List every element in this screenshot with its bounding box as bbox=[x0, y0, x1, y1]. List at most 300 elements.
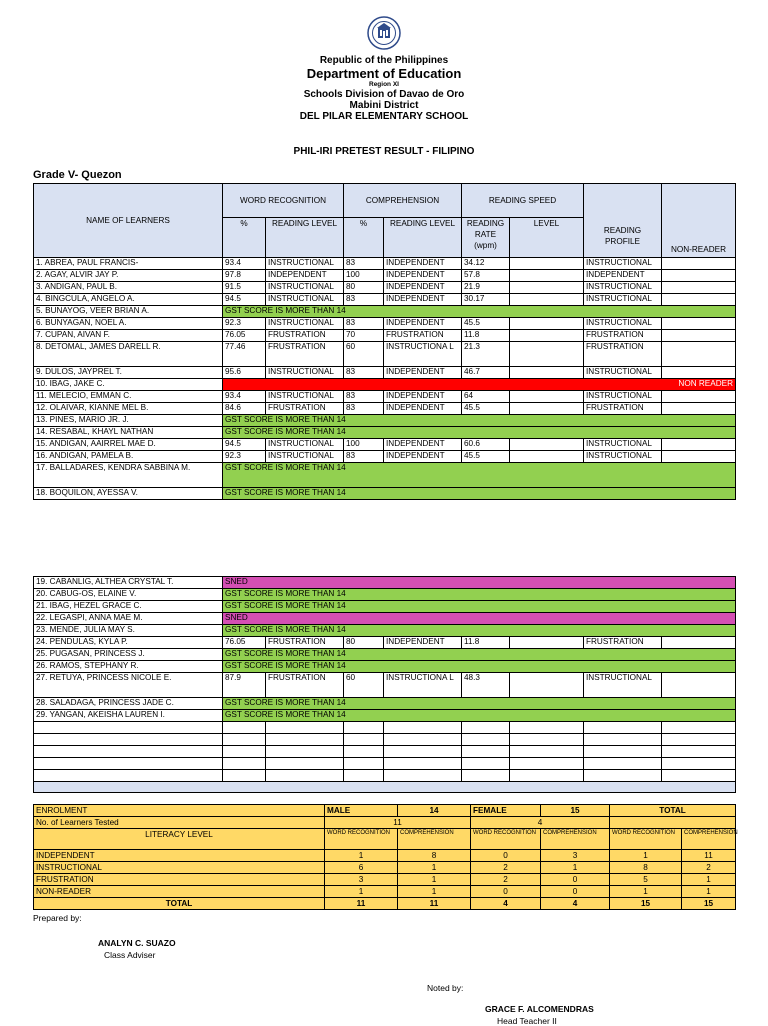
empty-cell bbox=[510, 734, 584, 746]
head-teacher-name: GRACE F. ALCOMENDRAS bbox=[485, 1004, 594, 1014]
literacy-row bbox=[34, 850, 736, 862]
learner-row bbox=[34, 330, 736, 342]
department-title: Department of Education bbox=[306, 66, 462, 81]
empty-cell bbox=[510, 722, 584, 734]
reading-profile: INSTRUCTIONAL bbox=[584, 673, 662, 698]
wr-level: INSTRUCTIONAL bbox=[266, 318, 344, 330]
wr-level: INSTRUCTIONAL bbox=[266, 258, 344, 270]
wr-percent: 91.5 bbox=[223, 282, 266, 294]
learner-row bbox=[34, 427, 736, 439]
wr-level: FRUSTRATION bbox=[266, 403, 344, 415]
comp-percent: 83 bbox=[344, 258, 384, 270]
empty-cell bbox=[223, 746, 266, 758]
learner-name: 4. BINGCULA, ANGELO A. bbox=[34, 294, 223, 306]
learner-row bbox=[34, 488, 736, 500]
learner-row bbox=[34, 710, 736, 722]
comp-level: INSTRUCTIONA L bbox=[384, 342, 462, 367]
literacy-count: 2 bbox=[682, 862, 736, 874]
learner-row bbox=[34, 589, 736, 601]
learner-name: 5. BUNAYOG, VEER BRIAN A. bbox=[34, 306, 223, 318]
comp-percent: 80 bbox=[344, 282, 384, 294]
col-name-header: NAME OF LEARNERS bbox=[34, 184, 223, 258]
wr-percent: 87.9 bbox=[223, 673, 266, 698]
learner-name: 20. CABUG-OS, ELAINE V. bbox=[34, 589, 223, 601]
empty-cell bbox=[344, 770, 384, 782]
empty-row bbox=[34, 722, 736, 734]
speed-level bbox=[510, 439, 584, 451]
reading-rate: 45.5 bbox=[462, 318, 510, 330]
comp-level: INDEPENDENT bbox=[384, 637, 462, 649]
empty-cell bbox=[344, 746, 384, 758]
reading-rate: 57.8 bbox=[462, 270, 510, 282]
wr-level: INSTRUCTIONAL bbox=[266, 439, 344, 451]
learner-name: 19. CABANLIG, ALTHEA CRYSTAL T. bbox=[34, 577, 223, 589]
empty-cell bbox=[462, 746, 510, 758]
wr-level: FRUSTRATION bbox=[266, 330, 344, 342]
learner-row bbox=[34, 282, 736, 294]
literacy-count: 8 bbox=[398, 850, 471, 862]
reading-rate: 34.12 bbox=[462, 258, 510, 270]
literacy-total-count: 15 bbox=[682, 898, 736, 910]
wr-percent: 92.3 bbox=[223, 318, 266, 330]
col-wr-level-header: READING LEVEL bbox=[266, 218, 344, 258]
learner-name: 3. ANDIGAN, PAUL B. bbox=[34, 282, 223, 294]
learner-name: 16. ANDIGAN, PAMELA B. bbox=[34, 451, 223, 463]
empty-cell bbox=[384, 722, 462, 734]
speed-level bbox=[510, 258, 584, 270]
comp-level: INDEPENDENT bbox=[384, 282, 462, 294]
literacy-total-label: TOTAL bbox=[34, 898, 325, 910]
non-reader-cell bbox=[662, 403, 736, 415]
learner-row bbox=[34, 258, 736, 270]
literacy-count: 0 bbox=[541, 886, 610, 898]
wr-level: FRUSTRATION bbox=[266, 637, 344, 649]
enrolment-label: ENROLMENT bbox=[34, 805, 325, 817]
comp-level: INDEPENDENT bbox=[384, 403, 462, 415]
literacy-count: 1 bbox=[398, 874, 471, 886]
reading-rate: 30.17 bbox=[462, 294, 510, 306]
literacy-level-name: INDEPENDENT bbox=[34, 850, 325, 862]
learner-row bbox=[34, 463, 736, 488]
learner-row bbox=[34, 451, 736, 463]
division-line: Schools Division of Davao de Oro bbox=[303, 89, 465, 100]
empty-cell bbox=[662, 734, 736, 746]
empty-cell bbox=[266, 758, 344, 770]
comp-percent: 83 bbox=[344, 451, 384, 463]
school-name: DEL PILAR ELEMENTARY SCHOOL bbox=[299, 111, 469, 122]
learner-name: 22. LEGASPI, ANNA MAE M. bbox=[34, 613, 223, 625]
gst-note: GST SCORE IS MORE THAN 14 bbox=[223, 415, 736, 427]
learner-name: 21. IBAG, HEZEL GRACE C. bbox=[34, 601, 223, 613]
learner-row bbox=[34, 649, 736, 661]
speed-level bbox=[510, 318, 584, 330]
non-reader-cell bbox=[662, 330, 736, 342]
speed-level bbox=[510, 367, 584, 379]
speed-level bbox=[510, 451, 584, 463]
reading-rate: 11.8 bbox=[462, 637, 510, 649]
wr-percent: 77.46 bbox=[223, 342, 266, 367]
reading-profile: INSTRUCTIONAL bbox=[584, 367, 662, 379]
col-reading-speed-header: READING SPEED bbox=[462, 184, 584, 218]
sned-note: SNED bbox=[223, 613, 736, 625]
total-wr-header: WORD RECOGNITION bbox=[610, 829, 682, 850]
empty-cell bbox=[384, 734, 462, 746]
gst-note: GST SCORE IS MORE THAN 14 bbox=[223, 601, 736, 613]
wr-level: INSTRUCTIONAL bbox=[266, 451, 344, 463]
learner-name: 1. ABREA, PAUL FRANCIS- bbox=[34, 258, 223, 270]
col-level-header: LEVEL bbox=[510, 218, 584, 258]
learner-name: 8. DETOMAL, JAMES DARELL R. bbox=[34, 342, 223, 367]
literacy-count: 1 bbox=[398, 862, 471, 874]
literacy-count: 3 bbox=[325, 874, 398, 886]
empty-cell bbox=[344, 758, 384, 770]
empty-cell bbox=[266, 770, 344, 782]
learner-row bbox=[34, 403, 736, 415]
literacy-count: 6 bbox=[325, 862, 398, 874]
empty-cell bbox=[34, 722, 223, 734]
empty-cell bbox=[462, 722, 510, 734]
literacy-level-label: LITERACY LEVEL bbox=[34, 829, 325, 850]
empty-cell bbox=[223, 734, 266, 746]
learner-name: 6. BUNYAGAN, NOEL A. bbox=[34, 318, 223, 330]
speed-level bbox=[510, 391, 584, 403]
learner-name: 11. MELECIO, EMMAN C. bbox=[34, 391, 223, 403]
literacy-count: 0 bbox=[471, 850, 541, 862]
literacy-level-name: NON-READER bbox=[34, 886, 325, 898]
non-reader-cell bbox=[662, 673, 736, 698]
learner-name: 17. BALLADARES, KENDRA SABBINA M. bbox=[34, 463, 223, 488]
divider-cell bbox=[34, 782, 736, 793]
wr-level: FRUSTRATION bbox=[266, 673, 344, 698]
empty-row bbox=[34, 758, 736, 770]
learner-row bbox=[34, 601, 736, 613]
literacy-count: 1 bbox=[325, 850, 398, 862]
female-label: FEMALE bbox=[471, 805, 541, 817]
speed-level bbox=[510, 282, 584, 294]
literacy-level-name: FRUSTRATION bbox=[34, 874, 325, 886]
literacy-row bbox=[34, 874, 736, 886]
comp-level: INDEPENDENT bbox=[384, 258, 462, 270]
empty-cell bbox=[34, 758, 223, 770]
literacy-count: 1 bbox=[610, 850, 682, 862]
wr-percent: 76.05 bbox=[223, 637, 266, 649]
literacy-count: 0 bbox=[541, 874, 610, 886]
learner-row bbox=[34, 577, 736, 589]
literacy-total-count: 11 bbox=[398, 898, 471, 910]
reading-profile: INSTRUCTIONAL bbox=[584, 258, 662, 270]
comp-level: INDEPENDENT bbox=[384, 391, 462, 403]
empty-cell bbox=[510, 770, 584, 782]
empty-cell bbox=[662, 746, 736, 758]
comp-percent: 100 bbox=[344, 270, 384, 282]
learner-row bbox=[34, 342, 736, 367]
comp-percent: 60 bbox=[344, 673, 384, 698]
learner-name: 14. RESABAL, KHAYL NATHAN bbox=[34, 427, 223, 439]
empty-row bbox=[34, 770, 736, 782]
reading-rate: 64 bbox=[462, 391, 510, 403]
empty-cell bbox=[584, 734, 662, 746]
reading-profile: INDEPENDENT bbox=[584, 270, 662, 282]
learner-name: 15. ANDIGAN, AAIRREL MAE D. bbox=[34, 439, 223, 451]
col-comp-pct-header: % bbox=[344, 218, 384, 258]
speed-level bbox=[510, 330, 584, 342]
learner-row bbox=[34, 270, 736, 282]
literacy-count: 2 bbox=[471, 874, 541, 886]
learner-row bbox=[34, 306, 736, 318]
literacy-total-count: 15 bbox=[610, 898, 682, 910]
reading-profile: FRUSTRATION bbox=[584, 330, 662, 342]
col-comp-level-header: READING LEVEL bbox=[384, 218, 462, 258]
male-comp-header: COMPREHENSION bbox=[398, 829, 471, 850]
speed-level bbox=[510, 637, 584, 649]
comp-level: INDEPENDENT bbox=[384, 451, 462, 463]
learner-name: 13. PINES, MARIO JR. J. bbox=[34, 415, 223, 427]
male-wr-header: WORD RECOGNITION bbox=[325, 829, 398, 850]
learner-name: 7. CUPAN, AIVAN F. bbox=[34, 330, 223, 342]
literacy-total-count: 4 bbox=[471, 898, 541, 910]
speed-level bbox=[510, 403, 584, 415]
literacy-row bbox=[34, 862, 736, 874]
gst-note: GST SCORE IS MORE THAN 14 bbox=[223, 463, 736, 488]
wr-percent: 84.6 bbox=[223, 403, 266, 415]
learner-row bbox=[34, 415, 736, 427]
literacy-count: 3 bbox=[541, 850, 610, 862]
wr-percent: 76.05 bbox=[223, 330, 266, 342]
literacy-level-name: INSTRUCTIONAL bbox=[34, 862, 325, 874]
literacy-total-count: 11 bbox=[325, 898, 398, 910]
male-tested: 11 bbox=[325, 817, 471, 829]
gst-note: GST SCORE IS MORE THAN 14 bbox=[223, 488, 736, 500]
empty-row bbox=[34, 734, 736, 746]
gst-note: GST SCORE IS MORE THAN 14 bbox=[223, 427, 736, 439]
male-enrolment: 14 bbox=[398, 805, 471, 817]
literacy-count: 1 bbox=[541, 862, 610, 874]
wr-level: FRUSTRATION bbox=[266, 342, 344, 367]
comp-percent: 83 bbox=[344, 318, 384, 330]
learner-row bbox=[34, 698, 736, 710]
reading-rate: 11.8 bbox=[462, 330, 510, 342]
noted-by-label: Noted by: bbox=[427, 983, 464, 993]
non-reader-cell bbox=[662, 318, 736, 330]
wr-percent: 94.5 bbox=[223, 439, 266, 451]
empty-cell bbox=[34, 770, 223, 782]
wr-percent: 93.4 bbox=[223, 258, 266, 270]
learner-name: 29. YANGAN, AKEISHA LAUREN I. bbox=[34, 710, 223, 722]
learner-row bbox=[34, 367, 736, 379]
non-reader-note: NON READER bbox=[223, 379, 736, 391]
comp-percent: 100 bbox=[344, 439, 384, 451]
non-reader-cell bbox=[662, 258, 736, 270]
literacy-count: 1 bbox=[682, 886, 736, 898]
empty-cell bbox=[384, 746, 462, 758]
learners-table-part-2 bbox=[33, 576, 736, 793]
learner-name: 28. SALADAGA, PRINCESS JADE C. bbox=[34, 698, 223, 710]
learner-row bbox=[34, 439, 736, 451]
gst-note: GST SCORE IS MORE THAN 14 bbox=[223, 661, 736, 673]
non-reader-cell bbox=[662, 637, 736, 649]
empty-cell bbox=[266, 722, 344, 734]
learner-name: 18. BOQUILON, AYESSA V. bbox=[34, 488, 223, 500]
wr-level: INSTRUCTIONAL bbox=[266, 294, 344, 306]
reading-profile: INSTRUCTIONAL bbox=[584, 451, 662, 463]
literacy-count: 8 bbox=[610, 862, 682, 874]
male-label: MALE bbox=[325, 805, 398, 817]
empty-cell bbox=[344, 734, 384, 746]
learner-name: 9. DULOS, JAYPREL T. bbox=[34, 367, 223, 379]
reading-rate: 48.3 bbox=[462, 673, 510, 698]
empty-cell bbox=[584, 746, 662, 758]
comp-percent: 70 bbox=[344, 330, 384, 342]
wr-percent: 97.8 bbox=[223, 270, 266, 282]
comp-percent: 80 bbox=[344, 637, 384, 649]
literacy-count: 0 bbox=[471, 886, 541, 898]
col-word-recognition-header: WORD RECOGNITION bbox=[223, 184, 344, 218]
comp-level: INDEPENDENT bbox=[384, 318, 462, 330]
tested-label: No. of Learners Tested bbox=[34, 817, 325, 829]
grade-section-label: Grade V- Quezon bbox=[33, 169, 122, 181]
literacy-count: 5 bbox=[610, 874, 682, 886]
literacy-count: 2 bbox=[471, 862, 541, 874]
wr-percent: 94.5 bbox=[223, 294, 266, 306]
gst-note: GST SCORE IS MORE THAN 14 bbox=[223, 649, 736, 661]
gst-note: GST SCORE IS MORE THAN 14 bbox=[223, 306, 736, 318]
empty-cell bbox=[223, 722, 266, 734]
empty-cell bbox=[266, 746, 344, 758]
report-title: PHIL-IRI PRETEST RESULT - FILIPINO bbox=[293, 146, 475, 157]
literacy-count: 1 bbox=[398, 886, 471, 898]
comp-percent: 83 bbox=[344, 367, 384, 379]
learner-row bbox=[34, 294, 736, 306]
comp-level: INDEPENDENT bbox=[384, 439, 462, 451]
head-teacher-title: Head Teacher II bbox=[497, 1016, 557, 1026]
non-reader-cell bbox=[662, 367, 736, 379]
learner-row bbox=[34, 637, 736, 649]
empty-cell bbox=[462, 770, 510, 782]
section-divider-row bbox=[34, 782, 736, 793]
empty-cell bbox=[462, 734, 510, 746]
learner-name: 25. PUGASAN, PRINCESS J. bbox=[34, 649, 223, 661]
empty-cell bbox=[384, 770, 462, 782]
empty-cell bbox=[223, 758, 266, 770]
wr-level: INSTRUCTIONAL bbox=[266, 367, 344, 379]
sned-note: SNED bbox=[223, 577, 736, 589]
gst-note: GST SCORE IS MORE THAN 14 bbox=[223, 698, 736, 710]
learners-table-part-1 bbox=[33, 183, 736, 500]
non-reader-cell bbox=[662, 451, 736, 463]
comp-level: INDEPENDENT bbox=[384, 270, 462, 282]
total-header: TOTAL bbox=[610, 805, 736, 817]
comp-level: INSTRUCTIONA L bbox=[384, 673, 462, 698]
learner-row bbox=[34, 673, 736, 698]
non-reader-cell bbox=[662, 282, 736, 294]
reading-profile: FRUSTRATION bbox=[584, 342, 662, 367]
empty-cell bbox=[34, 746, 223, 758]
literacy-count: 1 bbox=[610, 886, 682, 898]
comp-percent: 83 bbox=[344, 391, 384, 403]
reading-profile: INSTRUCTIONAL bbox=[584, 391, 662, 403]
learner-row bbox=[34, 625, 736, 637]
non-reader-cell bbox=[662, 270, 736, 282]
literacy-total-row bbox=[34, 898, 736, 910]
non-reader-cell bbox=[662, 391, 736, 403]
empty-cell bbox=[223, 770, 266, 782]
learner-row bbox=[34, 613, 736, 625]
wr-level: INSTRUCTIONAL bbox=[266, 282, 344, 294]
speed-level bbox=[510, 342, 584, 367]
empty-cell bbox=[662, 758, 736, 770]
tested-total-blank bbox=[610, 817, 736, 829]
female-tested: 4 bbox=[471, 817, 610, 829]
empty-cell bbox=[462, 758, 510, 770]
empty-row bbox=[34, 746, 736, 758]
adviser-title: Class Adviser bbox=[104, 950, 156, 960]
literacy-total-count: 4 bbox=[541, 898, 610, 910]
literacy-row bbox=[34, 886, 736, 898]
female-wr-header: WORD RECOGNITION bbox=[471, 829, 541, 850]
gst-note: GST SCORE IS MORE THAN 14 bbox=[223, 589, 736, 601]
col-reading-profile-header: READING PROFILE bbox=[584, 184, 662, 258]
female-enrolment: 15 bbox=[541, 805, 610, 817]
learner-name: 10. IBAG, JAKE C. bbox=[34, 379, 223, 391]
empty-cell bbox=[510, 746, 584, 758]
col-reading-rate-header: READING RATE (wpm) bbox=[462, 218, 510, 258]
non-reader-cell bbox=[662, 294, 736, 306]
literacy-count: 11 bbox=[682, 850, 736, 862]
learner-name: 23. MENDE, JULIA MAY S. bbox=[34, 625, 223, 637]
reading-profile: INSTRUCTIONAL bbox=[584, 282, 662, 294]
empty-cell bbox=[662, 722, 736, 734]
reading-rate: 21.3 bbox=[462, 342, 510, 367]
reading-profile: FRUSTRATION bbox=[584, 403, 662, 415]
empty-cell bbox=[662, 770, 736, 782]
comp-level: INDEPENDENT bbox=[384, 294, 462, 306]
empty-cell bbox=[384, 758, 462, 770]
district-line: Mabini District bbox=[349, 100, 419, 111]
learner-row bbox=[34, 379, 736, 391]
learner-name: 2. AGAY, ALVIR JAY P. bbox=[34, 270, 223, 282]
learner-row bbox=[34, 318, 736, 330]
comp-level: FRUSTRATION bbox=[384, 330, 462, 342]
learner-row bbox=[34, 391, 736, 403]
reading-rate: 45.5 bbox=[462, 451, 510, 463]
wr-percent: 93.4 bbox=[223, 391, 266, 403]
reading-rate: 45.5 bbox=[462, 403, 510, 415]
reading-rate: 21.9 bbox=[462, 282, 510, 294]
comp-percent: 83 bbox=[344, 403, 384, 415]
region-line: Region XI bbox=[369, 81, 399, 88]
reading-profile: INSTRUCTIONAL bbox=[584, 318, 662, 330]
wr-level: INDEPENDENT bbox=[266, 270, 344, 282]
reading-rate: 46.7 bbox=[462, 367, 510, 379]
republic-line: Republic of the Philippines bbox=[319, 55, 449, 66]
learner-name: 27. RETUYA, PRINCESS NICOLE E. bbox=[34, 673, 223, 698]
gst-note: GST SCORE IS MORE THAN 14 bbox=[223, 625, 736, 637]
non-reader-cell bbox=[662, 439, 736, 451]
learner-name: 12. OLAIVAR, KIANNE MEL B. bbox=[34, 403, 223, 415]
reading-rate: 60.6 bbox=[462, 439, 510, 451]
deped-seal-logo bbox=[367, 16, 401, 50]
speed-level bbox=[510, 673, 584, 698]
speed-level bbox=[510, 294, 584, 306]
reading-profile: INSTRUCTIONAL bbox=[584, 439, 662, 451]
empty-cell bbox=[584, 758, 662, 770]
empty-cell bbox=[510, 758, 584, 770]
learner-row bbox=[34, 661, 736, 673]
wr-percent: 95.6 bbox=[223, 367, 266, 379]
literacy-count: 1 bbox=[682, 874, 736, 886]
comp-percent: 83 bbox=[344, 294, 384, 306]
reading-profile: FRUSTRATION bbox=[584, 637, 662, 649]
